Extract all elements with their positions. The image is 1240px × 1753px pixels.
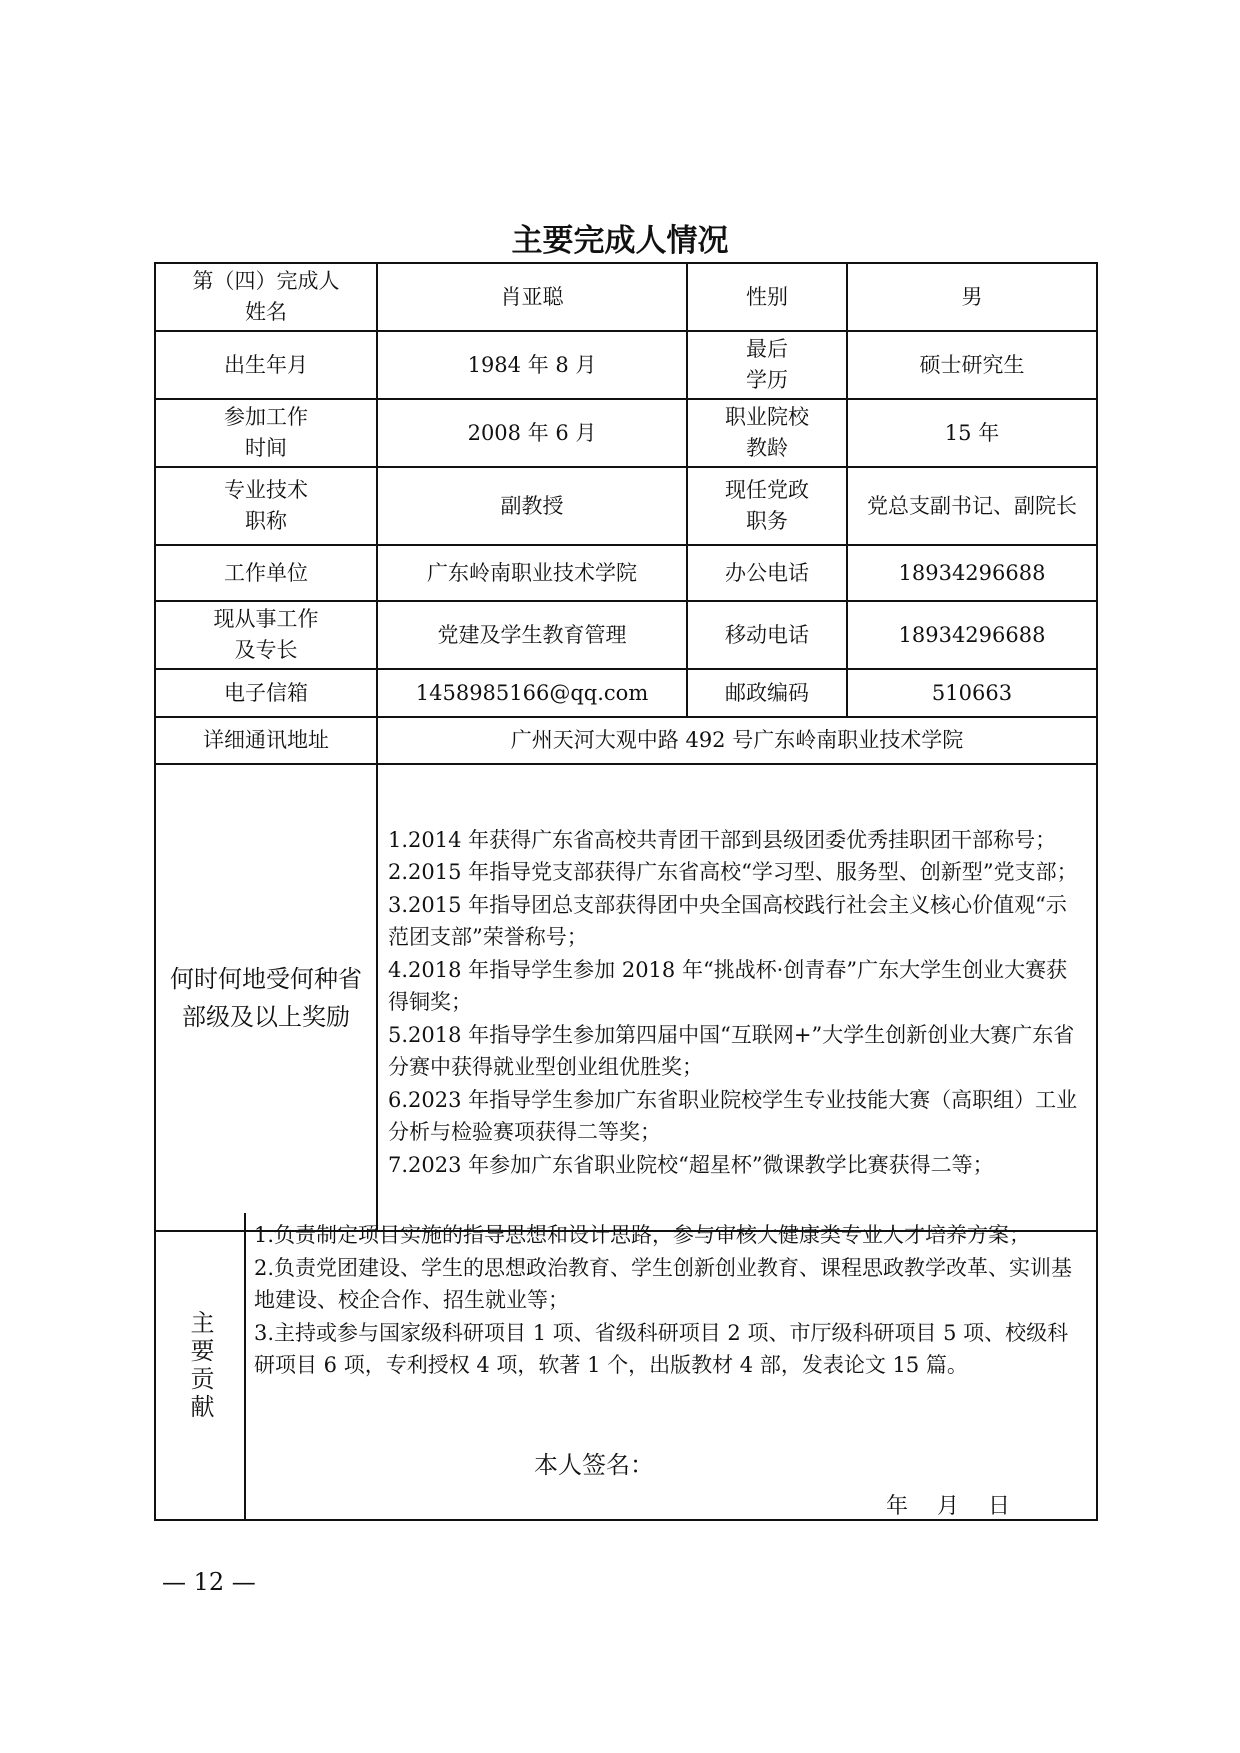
info-row	[155, 331, 1097, 399]
address-value: 广州天河大观中路 492 号广东岭南职业技术学院	[377, 717, 1097, 764]
field-label: 第（四）完成人 姓名	[155, 263, 377, 331]
field-label: 专业技术 职称	[155, 467, 377, 545]
field-label: 移动电话	[687, 601, 847, 669]
field-label: 工作单位	[155, 545, 377, 601]
field-label: 性别	[687, 263, 847, 331]
info-row	[155, 669, 1097, 717]
field-value: 510663	[847, 669, 1097, 717]
info-row	[155, 545, 1097, 601]
award-item: 2.2015 年指导党支部获得广东省高校“学习型、服务型、创新型”党支部；	[388, 860, 1078, 885]
address-label: 详细通讯地址	[155, 717, 377, 764]
contribution-item: 1.负责制定项目实施的指导思想和设计思路，参与审核大健康类专业人才培养方案；	[254, 1223, 1031, 1247]
award-item: 6.2023 年指导学生参加广东省职业院校学生专业技能大赛（高职组）工业分析与检验赛项获得二等奖；	[388, 1087, 1078, 1145]
info-row	[155, 399, 1097, 467]
field-value: 副教授	[377, 467, 687, 545]
contribution-item: 2.负责党团建设、学生的思想政治教育、学生创新创业教育、课程思政教学改革、实训基地建设、校企合作、招生就业等；	[254, 1255, 1073, 1312]
field-label: 参加工作 时间	[155, 399, 377, 467]
field-label: 办公电话	[687, 545, 847, 601]
field-label: 电子信箱	[155, 669, 377, 717]
address-row	[155, 717, 1097, 764]
award-item: 7.2023 年参加广东省职业院校“超星杯”微课教学比赛获得二等；	[388, 1152, 994, 1177]
field-value: 18934296688	[847, 601, 1097, 669]
field-label: 职业院校 教龄	[687, 399, 847, 467]
contribution-section	[154, 1213, 1098, 1521]
info-row	[155, 601, 1097, 669]
award-item: 4.2018 年指导学生参加 2018 年“挑战杯·创青春”广东大学生创业大赛获得铜奖；	[388, 957, 1068, 1015]
award-item: 3.2015 年指导团总支部获得团中央全国高校践行社会主义核心价值观“示范团支部”荣誉称号；	[388, 892, 1067, 950]
field-label: 现从事工作 及专长	[155, 601, 377, 669]
field-value: 男	[847, 263, 1097, 331]
contribution-list	[254, 1219, 1088, 1382]
award-item: 1.2014 年获得广东省高校共青团干部到县级团委优秀挂职团干部称号；	[388, 827, 1057, 852]
awards-list	[377, 764, 1097, 1231]
field-value: 肖亚聪	[377, 263, 687, 331]
awards-row	[155, 764, 1097, 1231]
field-value: 1984 年 8 月	[377, 331, 687, 399]
field-value: 15 年	[847, 399, 1097, 467]
info-table	[154, 262, 1098, 1232]
field-label: 出生年月	[155, 331, 377, 399]
field-value: 党总支副书记、副院长	[847, 467, 1097, 545]
page-number: — 12 —	[162, 1568, 256, 1596]
field-value: 2008 年 6 月	[377, 399, 687, 467]
field-label: 邮政编码	[687, 669, 847, 717]
signature-label: 本人签名：	[534, 1451, 654, 1479]
field-value: 1458985166@qq.com	[377, 669, 687, 717]
contribution-label: 主要贡献	[156, 1213, 246, 1519]
field-value: 党建及学生教育管理	[377, 601, 687, 669]
field-value: 18934296688	[847, 545, 1097, 601]
awards-label: 何时何地受何种省部级及以上奖励	[155, 764, 377, 1231]
field-value: 硕士研究生	[847, 331, 1097, 399]
info-row	[155, 467, 1097, 545]
award-item: 5.2018 年指导学生参加第四届中国“互联网+”大学生创新创业大赛广东省分赛中获得就业型创业组优胜奖；	[388, 1022, 1075, 1080]
info-row	[155, 263, 1097, 331]
contribution-item: 3.主持或参与国家级科研项目 1 项、省级科研项目 2 项、市厅级科研项目 5 项、校级科研项目 6 项，专利授权 4 项，软著 1 个，出版教材 4 部，发表论文 15 篇。	[254, 1320, 1069, 1377]
field-label: 现任党政 职务	[687, 467, 847, 545]
page-title: 主要完成人情况	[511, 223, 729, 259]
signature-date: 年 月 日	[886, 1494, 1010, 1519]
field-label: 最后 学历	[687, 331, 847, 399]
field-value: 广东岭南职业技术学院	[377, 545, 687, 601]
